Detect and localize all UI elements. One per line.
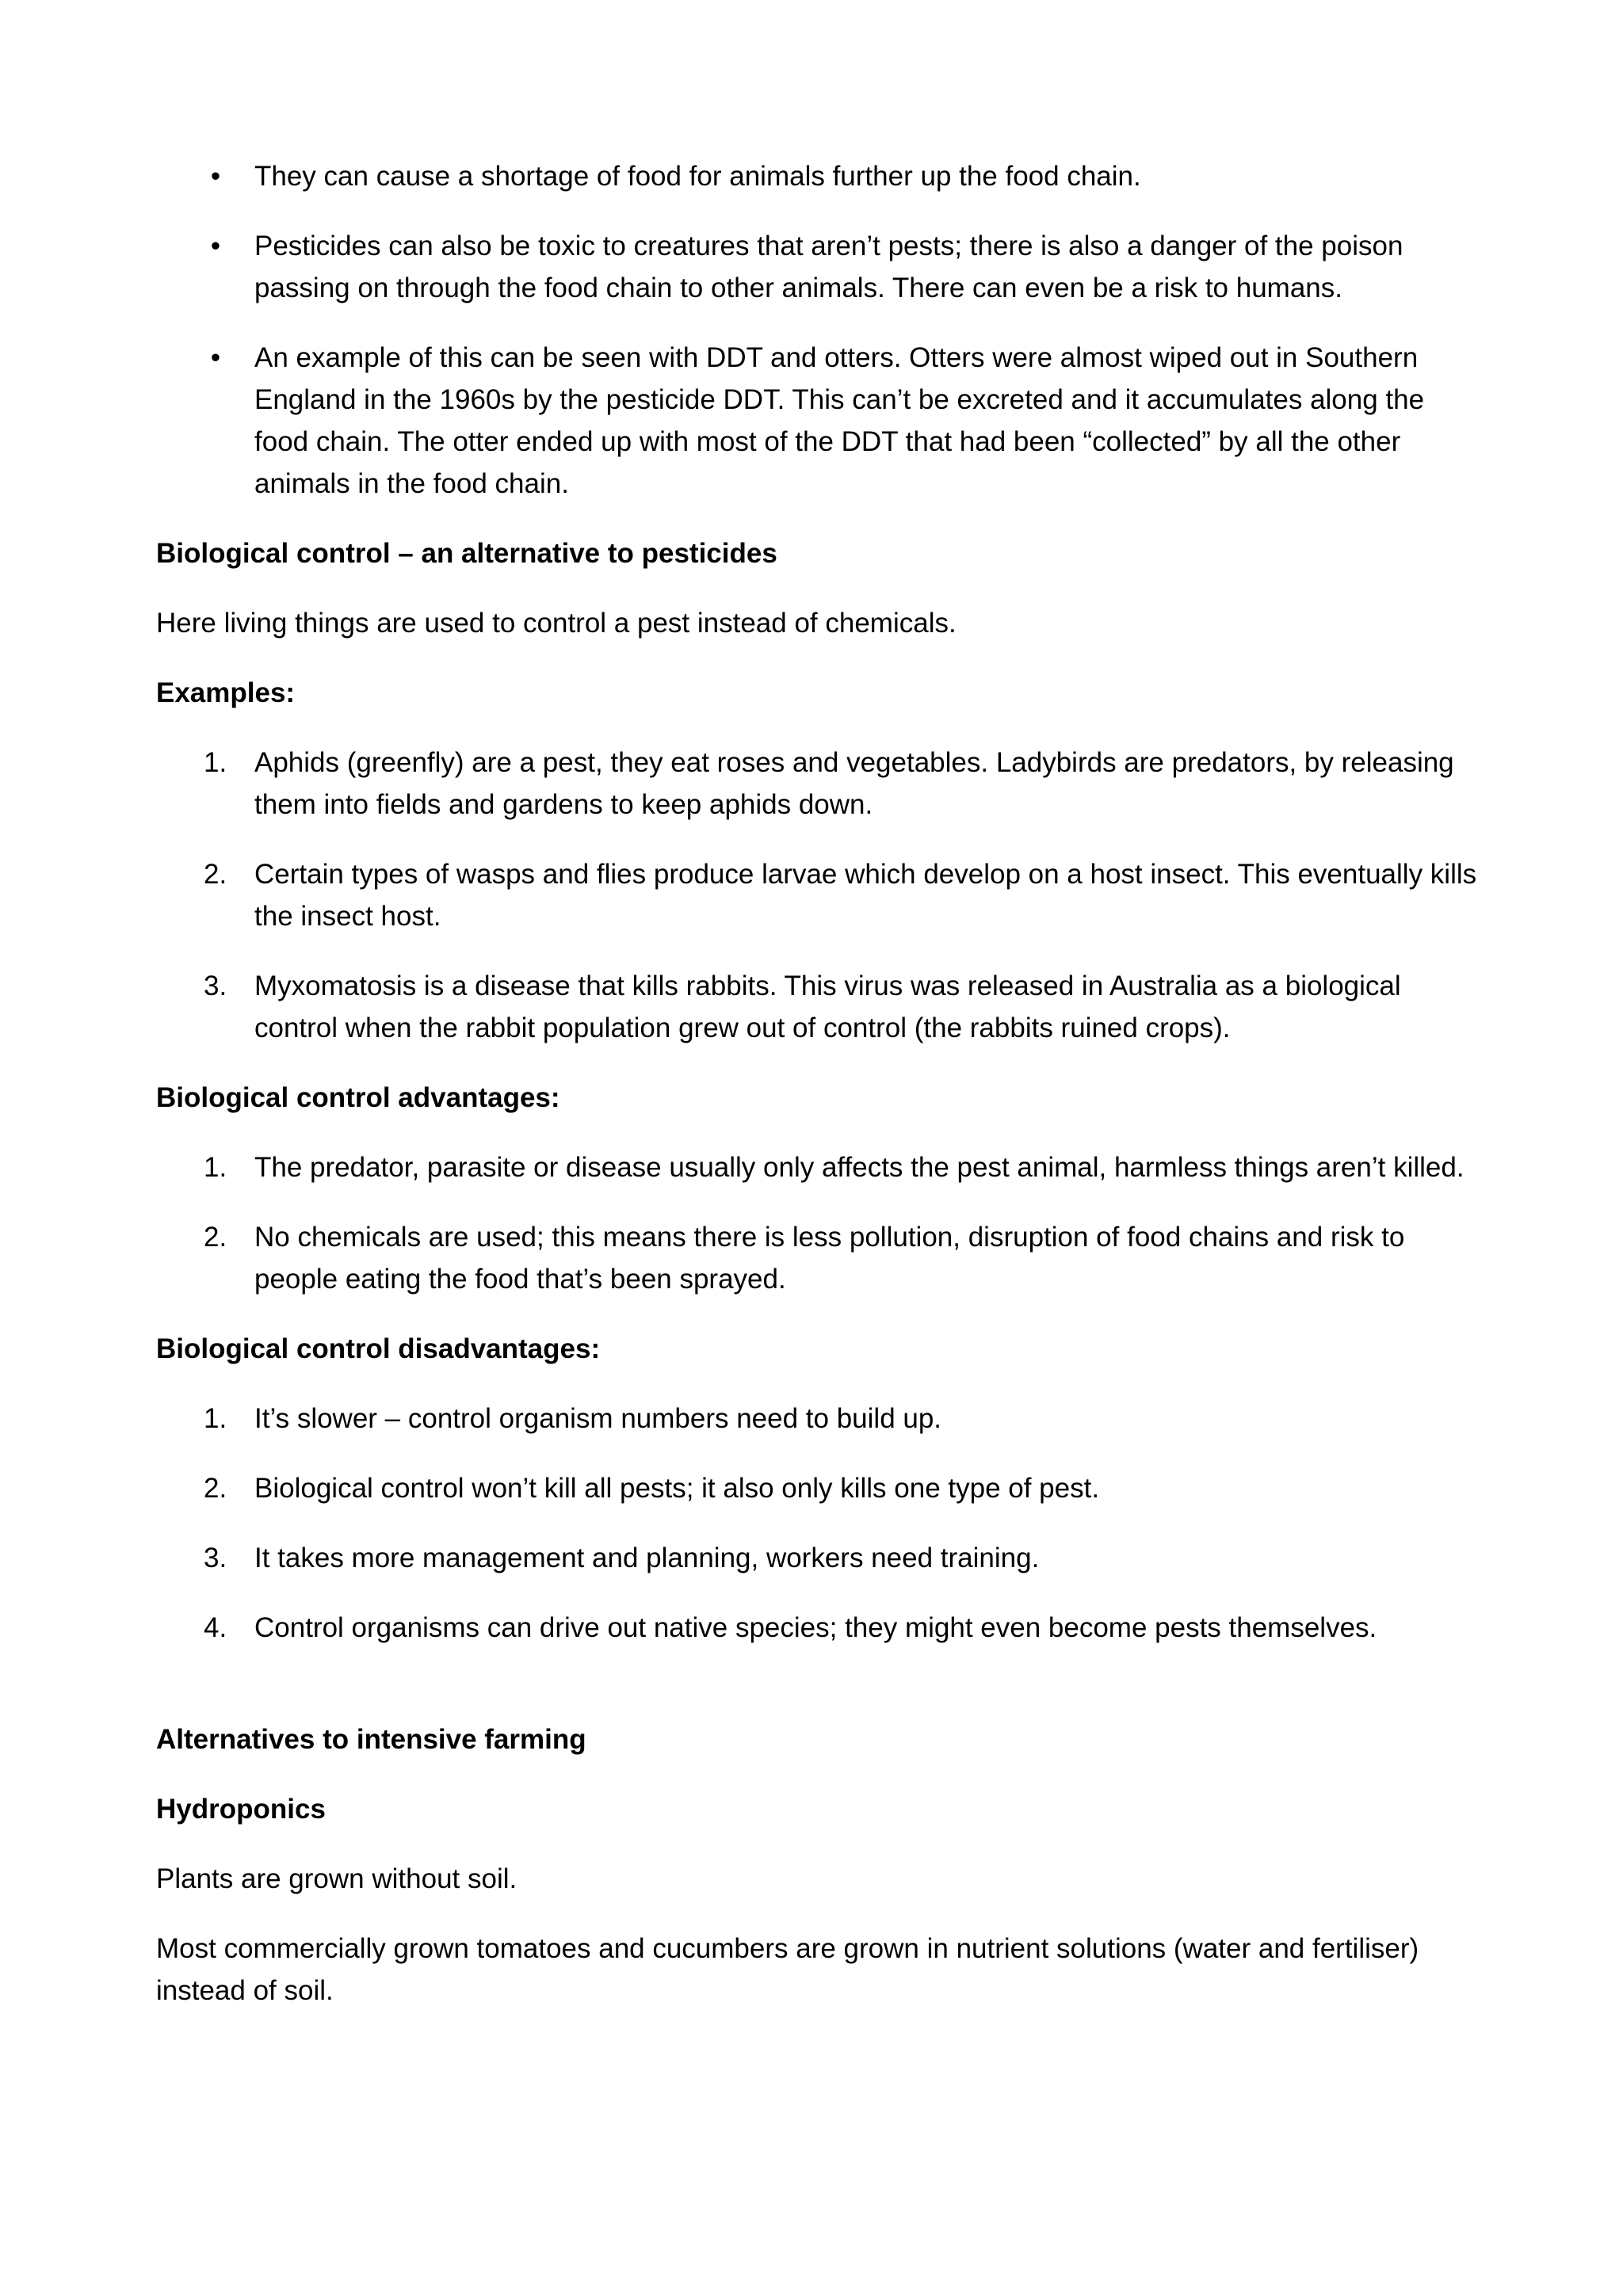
list-item	[156, 1398, 1480, 1440]
list-item	[156, 742, 1480, 826]
examples-heading: Examples:	[156, 677, 296, 708]
list-item-text: They can cause a shortage of food for animals further up the food chain.	[254, 161, 1141, 192]
hydroponics-paragraph-2: Most commercially grown tomatoes and cucumbers are grown in nutrient solutions (water and fertiliser) instead of soil.	[156, 1933, 1419, 2006]
list-number: 1.	[204, 1403, 227, 1434]
bio-control-heading: Biological control – an alternative to pesticides	[156, 538, 777, 569]
list-number: 2.	[204, 1222, 227, 1253]
list-number: 1.	[204, 1152, 227, 1183]
list-item	[156, 965, 1480, 1049]
list-item	[156, 1537, 1480, 1579]
list-item-text: Pesticides can also be toxic to creatures that aren’t pests; there is also a danger of the poison passing on through the food chain to other animals. There can even be a risk to humans.	[254, 231, 1403, 303]
list-item	[156, 853, 1480, 937]
bio-control-intro: Here living things are used to control a pest instead of chemicals.	[156, 608, 957, 639]
list-number: 2.	[204, 859, 227, 890]
bullet-icon: •	[210, 231, 221, 261]
list-item	[156, 225, 1480, 309]
list-item	[156, 1607, 1480, 1649]
list-item	[156, 155, 1480, 197]
list-number: 3.	[204, 1543, 227, 1573]
list-item-text: No chemicals are used; this means there is less pollution, disruption of food chains and risk to people eating the food that’s been sprayed.	[254, 1222, 1405, 1295]
examples-list	[156, 742, 1480, 1049]
disadvantages-list	[156, 1398, 1480, 1649]
list-item-text: Biological control won’t kill all pests; it also only kills one type of pest.	[254, 1473, 1100, 1504]
pesticide-effects-list	[156, 155, 1480, 505]
list-number: 3.	[204, 971, 227, 1001]
hydroponics-paragraph-1: Plants are grown without soil.	[156, 1863, 517, 1894]
bullet-icon: •	[210, 342, 221, 373]
section-spacer	[156, 1676, 1480, 1718]
list-item-text: Certain types of wasps and flies produce larvae which develop on a host insect. This eventually kills the insect host.	[254, 859, 1477, 932]
disadvantages-heading: Biological control disadvantages:	[156, 1333, 601, 1364]
list-item-text: It’s slower – control organism numbers need to build up.	[254, 1403, 942, 1434]
alternatives-heading: Alternatives to intensive farming	[156, 1724, 586, 1755]
list-item-text: The predator, parasite or disease usually only affects the pest animal, harmless things aren’t killed.	[254, 1152, 1465, 1183]
list-item	[156, 1467, 1480, 1509]
list-item-text: An example of this can be seen with DDT and otters. Otters were almost wiped out in Southern England in the 1960s by the pesticide DDT. This can’t be excreted and it accumulates along the food chain. The otter ended up with most of the DDT that had been “collected” by all the other animals in the food chain.	[254, 342, 1425, 499]
list-number: 4.	[204, 1612, 227, 1643]
list-item	[156, 1146, 1480, 1188]
list-number: 2.	[204, 1473, 227, 1504]
advantages-heading: Biological control advantages:	[156, 1082, 560, 1113]
bullet-icon: •	[210, 161, 221, 192]
list-item-text: It takes more management and planning, workers need training.	[254, 1543, 1040, 1573]
list-item	[156, 1216, 1480, 1300]
list-item-text: Control organisms can drive out native species; they might even become pests themselves.	[254, 1612, 1377, 1643]
hydroponics-heading: Hydroponics	[156, 1794, 326, 1825]
advantages-list	[156, 1146, 1480, 1300]
list-number: 1.	[204, 747, 227, 778]
list-item	[156, 337, 1480, 505]
list-item-text: Myxomatosis is a disease that kills rabbits. This virus was released in Australia as a biological control when the rabbit population grew out of control (the rabbits ruined crops).	[254, 971, 1401, 1043]
list-item-text: Aphids (greenfly) are a pest, they eat roses and vegetables. Ladybirds are predators, by releasing them into fields and gardens to keep aphids down.	[254, 747, 1454, 820]
